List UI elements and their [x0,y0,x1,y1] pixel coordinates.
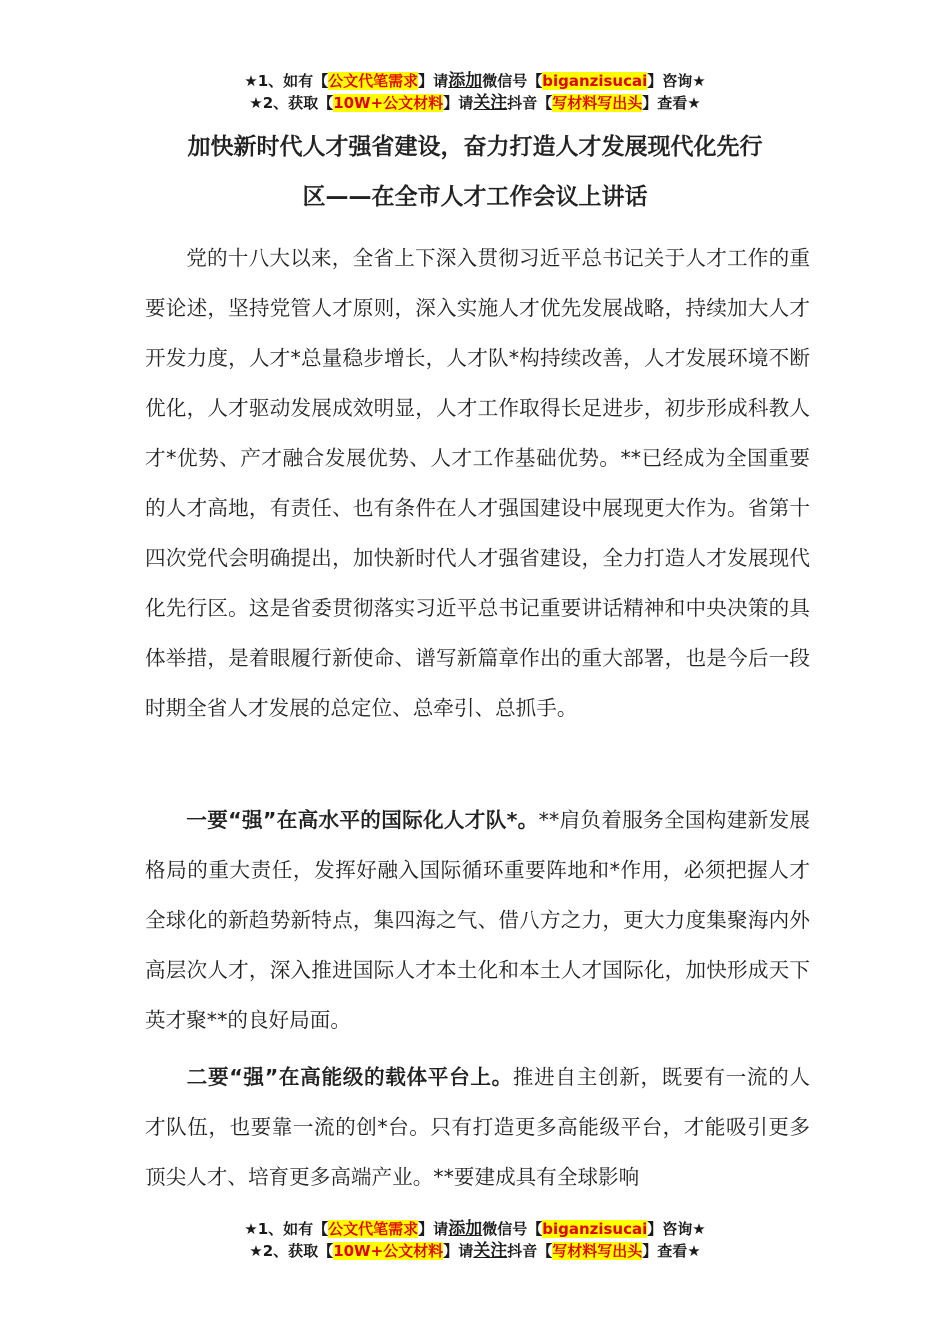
paragraph-text: **肩负着服务全国构建新发展格局的重大责任，发挥好融入国际循环重要阵地和*作用，必须把握人才全球化的新趋势新特点，集四海之气、借八方之力，更大力度集聚海内外高层次人才，深入推进国际人才本土化和本土人才国际化，加快形成天下英才聚**的良好局面。 [145,808,811,1032]
promo-text: ★2、获取【 [249,94,334,112]
promo-text: 】查看★ [642,1242,701,1260]
promo-text: 】请 [418,1220,449,1238]
promo-text: ★1、如有【 [244,1220,329,1238]
title-line-1: 加快新时代人才强省建设，奋力打造人才发展现代化先行 [187,134,763,160]
promo-text: 】请 [418,72,449,90]
promo-text: 】查看★ [642,94,701,112]
promo-highlight: biganzisucai [542,72,648,90]
promo-text: 】咨询★ [647,72,706,90]
promo-highlight: 公文代笔需求 [328,72,419,90]
promo-text: 微信号【 [482,72,543,90]
paragraph-section-2 [145,1052,810,1202]
promo-text: ★2、获取【 [249,1242,334,1260]
section-heading: 一要“强”在高水平的国际化人才队*。 [186,808,539,832]
promo-highlight: 10W+公文材料 [333,1242,444,1260]
promo-emphasis: 关注 [473,93,508,113]
promo-text: 抖音【 [507,94,553,112]
promo-text: 】请 [443,94,474,112]
paragraph-section-1 [145,795,810,1045]
promo-line-1 [0,70,950,92]
promo-banner-bottom [0,1218,950,1262]
promo-emphasis: 添加 [448,1219,483,1239]
paragraph-text: 推进自主创新，既要有一流的人才队伍，也要靠一流的创*台。只有打造更多高能级平台，才能吸引更多顶尖人才、培育更多高端产业。**要建成具有全球影响 [145,1065,810,1189]
promo-highlight: 公文代笔需求 [328,1220,419,1238]
promo-text: 】咨询★ [647,1220,706,1238]
promo-banner-top [0,70,950,114]
promo-highlight: 写材料写出头 [552,1242,643,1260]
promo-text: 微信号【 [482,1220,543,1238]
promo-text: 抖音【 [507,1242,553,1260]
promo-emphasis: 添加 [448,71,483,91]
title-line-2: 区——在全市人才工作会议上讲话 [302,184,648,210]
paragraph-text: 党的十八大以来，全省上下深入贯彻习近平总书记关于人才工作的重要论述，坚持党管人才原则，深入实施人才优先发展战略，持续加大人才开发力度，人才*总量稳步增长，人才队*构持续改善，人才发展环境不断优化，人才驱动发展成效明显，人才工作取得长足进步，初步形成科教人才*优势、产才融合发展优势、人才工作基础优势。**已经成为全国重要的人才高地，有责任、也有条件在人才强国建设中展现更大作为。省第十四次党代会明确提出，加快新时代人才强省建设，全力打造人才发展现代化先行区。这是省委贯彻落实习近平总书记重要讲话精神和中央决策的具体举措，是着眼履行新使命、谱写新篇章作出的重大部署，也是今后一段时期全省人才发展的总定位、总牵引、总抓手。 [145,246,810,720]
section-heading: 二要“强”在高能级的载体平台上。 [186,1065,513,1089]
promo-text: ★1、如有【 [244,72,329,90]
promo-highlight: 写材料写出头 [552,94,643,112]
promo-line-2 [0,1240,950,1262]
document-title [140,122,810,222]
promo-line-1 [0,1218,950,1240]
promo-highlight: biganzisucai [542,1220,648,1238]
promo-highlight: 10W+公文材料 [333,94,444,112]
paragraph-intro [145,233,810,733]
promo-line-2 [0,92,950,114]
promo-text: 】请 [443,1242,474,1260]
promo-emphasis: 关注 [473,1241,508,1261]
